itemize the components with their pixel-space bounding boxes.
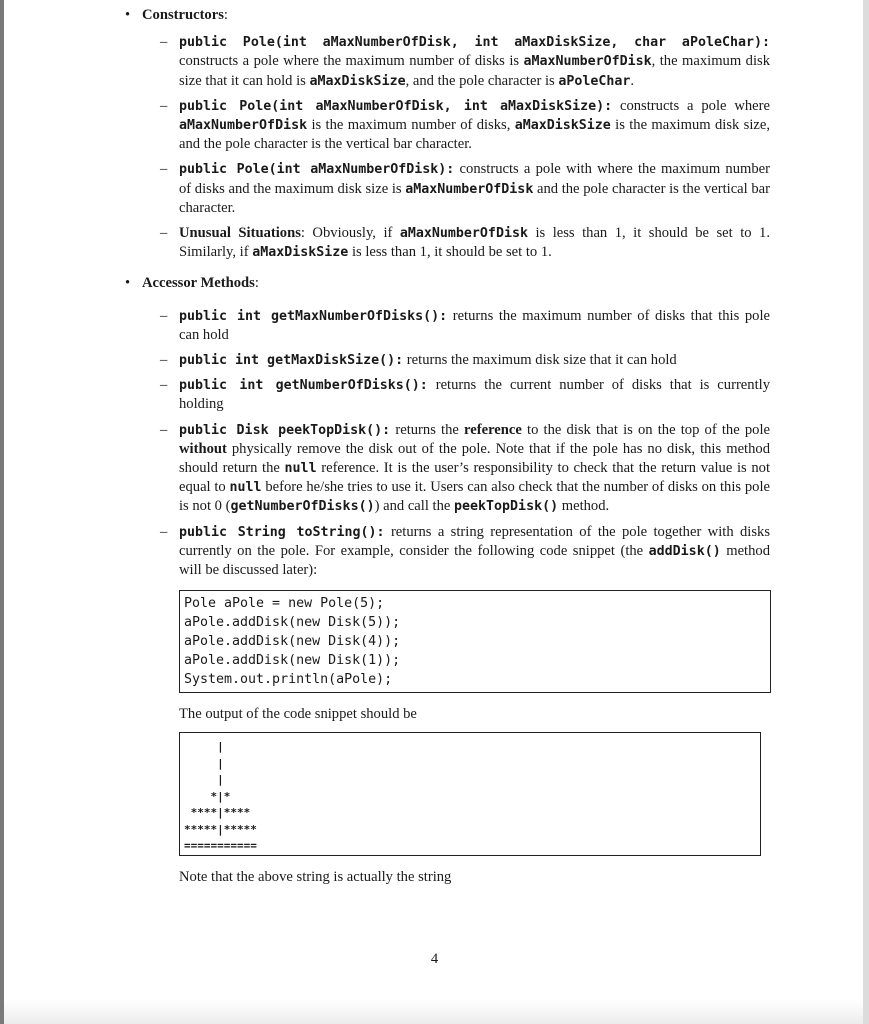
output-line: |: [184, 756, 224, 770]
output-line: |: [184, 773, 224, 787]
list-item: – public int getMaxDiskSize(): returns the maximum disk size that it can hold: [160, 352, 677, 369]
bullet-icon: •: [125, 275, 131, 292]
constructors-title: Constructors: [142, 7, 224, 23]
list-item: – public int getNumberOfDisks(): returns the current number of disks that is currently holding: [160, 377, 770, 413]
accessor-methods-section: • Accessor Methods: – public int getMaxNumberOfDisks(): returns the maximum number of disks that this pole can hold – public int getMaxDiskSize(): returns the maximum disk size that it can hold – public int getNumberOfDisks(): returns the current number of disks that is currently holding – public Disk peekTopDisk(): returns the reference to the disk that is on the top of the pole without physically remove the disk out of the pole. Note that if the pole has no disk, this method should return the null reference. It is the user’s responsibility to check that the return value is not equal to null before he/she tries to use it. Users can also check that the number of disks on this pole is not 0 (getNumberOfDisks()) and call the peekTopDisk() method. – public String toString(): returns a string representation of the pole together with disks currently on the pole. For example, consider the following code snippet (the addDisk() method will be discussed later): Pole aPole = new Pole(5); aPole.addDisk(new Disk(5)); aPole.addDisk(new Disk(4)); aPole.addDisk(new Disk(1)); System.out.println(aPole); The output of the code snippet should be | | | *|* ****|**** *****|***** =========== Note that the above string is actually the string: [120, 274, 770, 887]
output-line: ===========: [184, 839, 257, 853]
page-number: 4: [430, 951, 439, 967]
code-line: aPole.addDisk(new Disk(5));: [184, 615, 401, 631]
output-intro: The output of the code snippet should be: [179, 706, 417, 723]
bullet-icon: •: [125, 7, 131, 23]
output-line: *****|*****: [184, 822, 257, 836]
accessor-methods-title: Accessor Methods: [142, 275, 255, 292]
list-item: – public Pole(int aMaxNumberOfDisk): constructs a pole with where the maximum number of disks and the maximum disk size is aMaxNumberOfDisk and the pole character is the vertical bar character.: [160, 161, 771, 216]
note-text: Note that the above string is actually the string: [179, 869, 452, 886]
list-item: – public String toString(): returns a string representation of the pole together with disks currently on the pole. For example, consider the following code snippet (the addDisk() method will be discussed later): Pole aPole = new Pole(5); aPole.addDisk(new Disk(5)); aPole.addDisk(new Disk(4)); aPole.addDisk(new Disk(1)); System.out.println(aPole); The output of the code snippet should be | | | *|* ****|**** *****|***** =========== Note that the above string is actually the string: [142, 523, 770, 888]
output-box: [179, 732, 761, 856]
code-snippet-box: [179, 590, 771, 693]
list-item: – public Disk peekTopDisk(): returns the reference to the disk that is on the top of the pole without physically remove the disk out of the pole. Note that if the pole has no disk, this method should return the null reference. It is the user’s responsibility to check that the return value is not equal to null before he/she tries to use it. Users can also check that the number of disks on this pole is not 0 (getNumberOfDisks()) and call the peekTopDisk() method.: [160, 421, 770, 515]
list-item: – public int getMaxNumberOfDisks(): returns the maximum number of disks that this pole can hold: [160, 307, 770, 343]
code-line: aPole.addDisk(new Disk(4));: [184, 634, 401, 650]
list-item: – public Pole(int aMaxNumberOfDisk, int aMaxDiskSize, char aPoleChar): constructs a pole where the maximum number of disks is aMaxNumberOfDisk, the maximum disk size that it can hold is aMaxDiskSize, and the pole character is aPoleChar.: [160, 34, 770, 89]
accessor-methods-list: [142, 307, 770, 888]
code-line: System.out.println(aPole);: [184, 672, 393, 688]
viewer-right-border: [863, 0, 869, 1024]
constructors-section: • Constructors: – public Pole(int aMaxNumberOfDisk, int aMaxDiskSize, char aPoleChar): constructs a pole where the maximum number of disks is aMaxNumberOfDisk, the maximum disk size that it can hold is aMaxDiskSize, and the pole character is aPoleChar. – public Pole(int aMaxNumberOfDisk, int aMaxDiskSize): constructs a pole where aMaxNumberOfDisk is the maximum number of disks, aMaxDiskSize is the maximum disk size, and the pole character is the vertical bar character. – public Pole(int aMaxNumberOfDisk): constructs a pole with where the maximum number of disks and the maximum disk size is aMaxNumberOfDisk and the pole character is the vertical bar character. – Unusual Situations: Obviously, if aMaxNumberOfDisk is less than 1, it should be set to 1. Similarly, if aMaxDiskSize is less than 1, it should be set to 1.: [120, 6, 770, 262]
list-item: – Unusual Situations: Obviously, if aMaxNumberOfDisk is less than 1, it should be set to 1. Similarly, if aMaxDiskSize is less than 1, it should be set to 1.: [160, 225, 770, 261]
code-line: aPole.addDisk(new Disk(1));: [184, 653, 401, 669]
output-line: |: [184, 740, 224, 754]
constructors-list: [142, 33, 770, 262]
page-content: [120, 6, 770, 896]
list-item: – public Pole(int aMaxNumberOfDisk, int aMaxDiskSize): constructs a pole where aMaxNumberOfDisk is the maximum number of disks, aMaxDiskSize is the maximum disk size, and the pole character is the vertical bar character.: [160, 97, 770, 153]
code-line: Pole aPole = new Pole(5);: [184, 596, 385, 612]
page-bottom-shade: [4, 1000, 863, 1024]
output-line: *|*: [184, 789, 231, 803]
output-line: ****|****: [184, 806, 251, 820]
